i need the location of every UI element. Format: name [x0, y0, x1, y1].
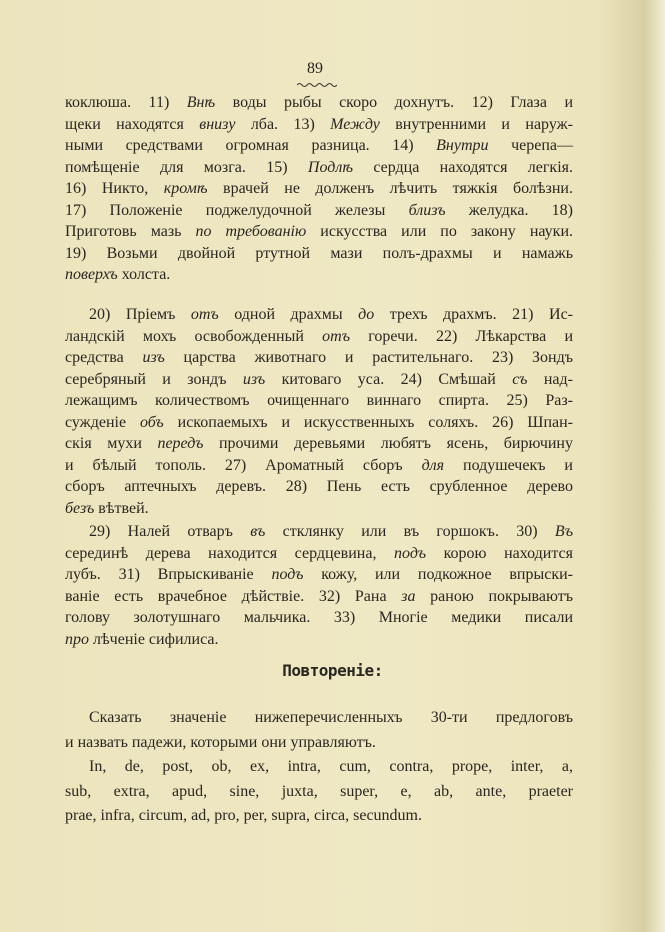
text-line [65, 755, 573, 780]
text-segment: горечи. 22) Лѣкарства и [350, 327, 574, 345]
text-line [65, 243, 573, 265]
text-segment: подушечекъ и [444, 456, 573, 474]
text-segment: помѣщеніе для мозга. 15) [65, 158, 308, 176]
text-segment: 17) Положеніе поджелудочной железы [65, 201, 409, 219]
italic-preposition: безъ [65, 499, 95, 517]
text-line [65, 221, 573, 243]
text-line [65, 433, 573, 455]
section-heading: Повтореніе: [282, 661, 383, 680]
text-line [65, 326, 573, 348]
text-segment: сердца находятся легкія. [353, 158, 573, 176]
text-line [65, 607, 573, 629]
paragraph-1 [65, 92, 573, 286]
text-segment: скія мухи [65, 435, 158, 452]
text-line [65, 543, 573, 565]
italic-preposition: подъ [394, 544, 427, 562]
text-segment: раною покрываютъ [415, 587, 574, 605]
text-segment: Сказать значеніе нижеперечисленныхъ 30-ти предлоговъ [89, 709, 573, 726]
text-segment: ными средствами огромная разница. 14) [65, 137, 437, 154]
italic-preposition: внизу [199, 115, 236, 133]
italic-preposition: отъ [322, 327, 351, 345]
text-segment: ваніе есть врачебное дѣйствіе. 32) Рана [65, 587, 402, 605]
text-segment: желудка. 18) [445, 201, 573, 219]
text-segment: трехъ драхмъ. 21) Ис- [374, 306, 574, 323]
text-segment: коклюша. 11) [65, 94, 187, 111]
text-segment: сужденіе [65, 413, 140, 431]
text-line [65, 264, 573, 286]
text-line [65, 521, 573, 543]
text-segment: лежащимъ количествомъ очищеннаго виннаго спирта. 25) Раз- [65, 392, 573, 409]
italic-preposition: про [65, 630, 89, 648]
page-number: 89 [307, 60, 323, 77]
text-line [65, 476, 573, 498]
text-line [65, 412, 573, 434]
ornament-wavy-rule [297, 82, 337, 88]
italic-preposition: за [401, 587, 416, 605]
text-line [65, 92, 573, 114]
italic-preposition: Внѣ [186, 94, 216, 111]
text-line [65, 498, 573, 520]
italic-preposition: Между [330, 115, 380, 133]
italic-preposition: кромѣ [163, 180, 208, 197]
text-segment: кожу, или подкожное впрыски- [303, 566, 574, 583]
text-line [65, 586, 573, 608]
text-line [65, 455, 573, 477]
italic-preposition: изъ [142, 349, 165, 366]
text-segment: средства [65, 349, 143, 366]
text-segment: 20) Пріемъ [89, 306, 191, 323]
text-line [65, 804, 573, 829]
text-line [65, 200, 573, 222]
text-line [65, 114, 573, 136]
text-line [65, 178, 573, 200]
text-segment: одной драхмы [218, 306, 359, 323]
text-segment: корою находится [426, 544, 574, 562]
italic-preposition: изъ [242, 370, 266, 388]
italic-preposition: Въ [554, 523, 573, 540]
text-segment: и назвать падежи, которыми они управляютъ. [65, 733, 376, 751]
text-segment: In, de, post, ob, ex, intra, cum, contra, prope, inter, a, [89, 758, 573, 775]
text-segment: прочими деревьями любятъ ясень, бирючину [203, 435, 573, 452]
italic-preposition: по требованію [195, 223, 307, 240]
text-segment: sub, extra, apud, sine, juxta, super, e, ab, ante, praeter [65, 782, 573, 800]
text-line [65, 369, 573, 391]
text-segment: серебряный и зондъ [65, 370, 243, 388]
text-segment: врачей не долженъ лѣчить тяжкія болѣзни. [207, 180, 573, 197]
italic-preposition: Внутри [436, 137, 489, 154]
text-segment: ископаемыхъ и искусственныхъ соляхъ. 26) Шпан- [163, 413, 573, 431]
text-segment: китоваго уса. 24) Смѣшай [265, 370, 513, 388]
text-segment: 29) Налей отваръ [89, 523, 251, 540]
text-segment: черепа— [488, 137, 573, 154]
italic-preposition: для [421, 456, 445, 474]
text-line [65, 347, 573, 369]
text-segment: холста. [117, 266, 171, 283]
italic-preposition: близъ [408, 201, 446, 219]
text-segment: над- [527, 370, 574, 388]
text-segment: щеки находятся [65, 115, 200, 133]
italic-preposition: передъ [157, 435, 204, 452]
paragraph-3 [65, 521, 573, 650]
text-line [65, 564, 573, 586]
text-line [65, 390, 573, 412]
text-segment: внутренними и наруж- [379, 115, 574, 133]
exercise-paragraph [65, 706, 573, 829]
italic-preposition: до [358, 306, 375, 323]
italic-preposition: объ [139, 413, 164, 431]
text-segment: лѣченіе сифилиса. [89, 630, 219, 648]
italic-preposition: Подлѣ [307, 158, 353, 176]
text-segment: воды рыбы скоро дохнутъ. 12) Глаза и [215, 94, 574, 111]
italic-preposition: поверхъ [65, 266, 118, 283]
text-line [65, 135, 573, 157]
text-segment: и бѣлый тополь. 27) Ароматный сборъ [65, 456, 422, 474]
text-segment: лубъ. 31) Впрыскиваніе [65, 566, 272, 583]
text-segment: Приготовь мазь [65, 223, 196, 240]
text-segment: вѣтвей. [94, 499, 149, 517]
text-segment: стклянку или въ горшокъ. 30) [265, 523, 555, 540]
italic-preposition: съ [512, 370, 528, 388]
paragraph-2 [65, 304, 573, 519]
text-line [65, 304, 573, 326]
text-segment: prae, infra, circum, ad, pro, per, supra, circa, secundum. [65, 807, 422, 824]
text-segment: серединѣ дерева находится сердцевина, [65, 544, 395, 562]
italic-preposition: подъ [271, 566, 304, 583]
text-line [65, 731, 573, 756]
text-segment: царства животнаго и растительнаго. 23) Зондъ [164, 349, 574, 366]
text-line [65, 629, 573, 651]
text-segment: ландскій мохъ освобожденный [65, 327, 323, 345]
italic-preposition: въ [250, 523, 266, 540]
text-segment: 16) Никто, [65, 180, 164, 197]
text-segment: лба. 13) [235, 115, 331, 133]
text-line [65, 157, 573, 179]
text-segment: 19) Возьми двойной ртутной мази полъ-драхмы и намажь [65, 244, 573, 262]
text-segment: искусства или по закону науки. [306, 223, 573, 240]
italic-preposition: отъ [190, 306, 219, 323]
text-segment: голову золотушнаго мальчика. 33) Многіе медики писали [65, 609, 573, 626]
text-line [65, 780, 573, 805]
text-segment: сборъ аптечныхъ деревъ. 28) Пень есть срубленное дерево [65, 478, 573, 495]
text-line [65, 706, 573, 731]
